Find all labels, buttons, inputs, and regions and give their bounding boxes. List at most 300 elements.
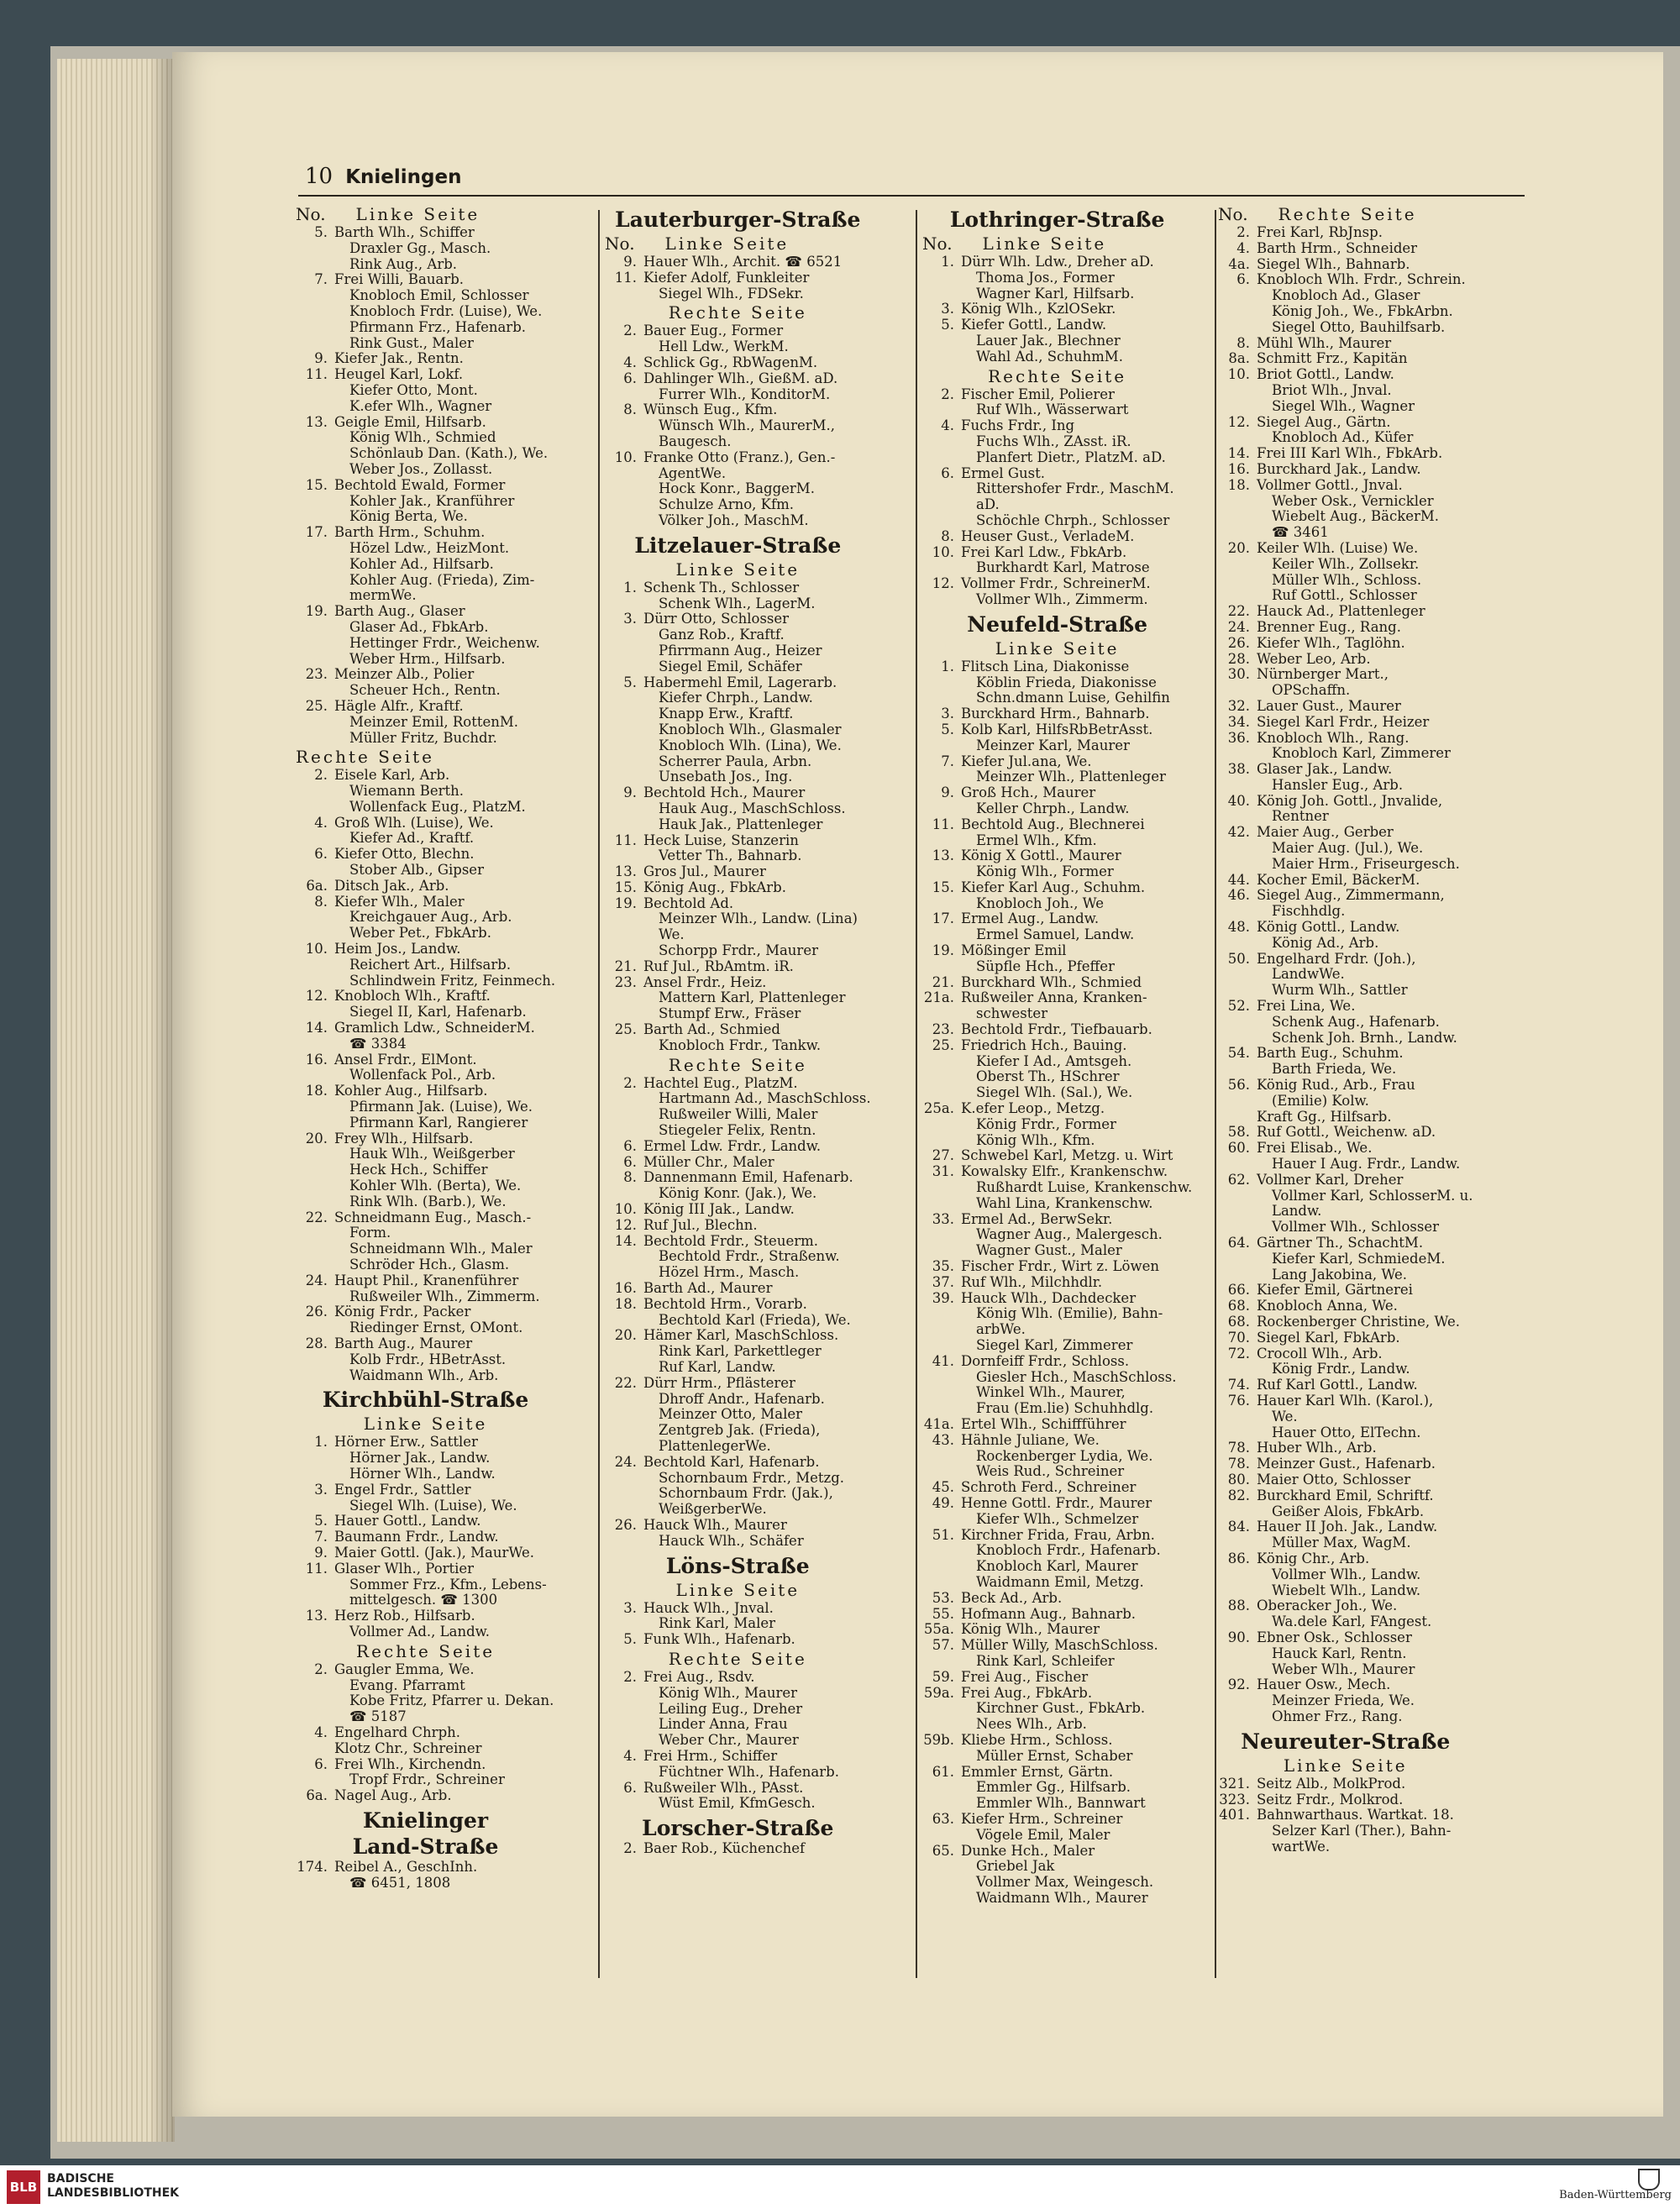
directory-entry bbox=[1218, 1519, 1473, 1551]
directory-entry bbox=[605, 1218, 871, 1234]
resident-line: König Aug., FbkArb. bbox=[643, 879, 786, 895]
directory-entry bbox=[1218, 652, 1473, 668]
directory-entry bbox=[605, 323, 871, 355]
resident-line: Siegel Emil, Schäfer bbox=[659, 658, 802, 674]
house-number: 24. bbox=[1227, 618, 1250, 635]
resident-line: Wagner Gust., Maler bbox=[976, 1242, 1122, 1259]
resident-line: Hauer Wlh., Archit. ☎ 6521 bbox=[643, 254, 843, 270]
resident-list bbox=[1257, 1440, 1377, 1456]
house-number: 57. bbox=[932, 1637, 954, 1654]
resident-line: Ruf Karl Gottl., Landw. bbox=[1257, 1377, 1418, 1393]
resident-line: Vollmer Wlh., Zimmerm. bbox=[976, 590, 1148, 607]
house-number: 28. bbox=[305, 1335, 328, 1351]
side-label bbox=[605, 1648, 871, 1670]
resident-list bbox=[643, 1781, 816, 1813]
house-number: 6. bbox=[314, 846, 328, 863]
directory-entry bbox=[922, 1765, 1192, 1812]
house-number: 11. bbox=[305, 366, 328, 383]
resident-line: ☎ 3461 bbox=[1272, 524, 1329, 541]
resident-list bbox=[1257, 636, 1405, 652]
house-number: 17. bbox=[305, 524, 328, 541]
resident-line: Kolb Frdr., HBetrAsst. bbox=[349, 1351, 507, 1367]
resident-line: Kreichgauer Aug., Arb. bbox=[349, 909, 512, 926]
resident-list bbox=[643, 254, 842, 270]
resident-list bbox=[961, 1354, 1177, 1417]
directory-entry bbox=[922, 1433, 1192, 1480]
resident-list bbox=[643, 975, 845, 1022]
resident-list bbox=[643, 1218, 758, 1234]
resident-line: Dunke Hch., Maler bbox=[961, 1842, 1095, 1859]
resident-line: Hämer Karl, MaschSchloss. bbox=[643, 1327, 839, 1344]
house-number: 18. bbox=[1227, 476, 1250, 493]
directory-entry bbox=[1218, 1393, 1473, 1440]
resident-list bbox=[1257, 1330, 1400, 1346]
resident-line: LandwWe. bbox=[1272, 966, 1345, 983]
resident-line: Siegel Wlh. (Sal.), We. bbox=[976, 1084, 1133, 1101]
house-number: 55a. bbox=[923, 1621, 954, 1638]
resident-list bbox=[961, 1417, 1126, 1433]
resident-list bbox=[1257, 1236, 1446, 1283]
resident-list bbox=[643, 1170, 853, 1202]
resident-list bbox=[643, 1455, 844, 1518]
resident-line: Maier Otto, Schlosser bbox=[1257, 1471, 1411, 1488]
directory-entry bbox=[922, 254, 1192, 302]
resident-line: Frei Karl Ldw., FbkArb. bbox=[961, 543, 1127, 560]
resident-line: (Emilie) Kolw. bbox=[1272, 1092, 1369, 1109]
resident-list bbox=[643, 880, 786, 896]
resident-line: Kiefer Chrph., Landw. bbox=[659, 690, 813, 706]
resident-line: Glaser Wlh., Portier bbox=[334, 1560, 475, 1577]
house-number: 24. bbox=[305, 1272, 328, 1288]
side-label-text: Linke Seite bbox=[664, 233, 790, 254]
house-number: 10. bbox=[614, 1201, 637, 1218]
resident-line: Frei III Karl Wlh., FbkArb. bbox=[1257, 445, 1443, 462]
header-rule bbox=[298, 195, 1525, 197]
resident-line: Schröder Hch., Glasm. bbox=[349, 1257, 510, 1272]
resident-line: Frei Aug., Fischer bbox=[961, 1668, 1089, 1685]
resident-list bbox=[961, 1733, 1132, 1765]
directory-entry bbox=[1218, 604, 1473, 620]
side-label bbox=[605, 1579, 871, 1601]
resident-line: Kiefer Karl Aug., Schuhm. bbox=[961, 879, 1146, 895]
resident-line: Knobloch Wlh., Rang. bbox=[1257, 729, 1410, 746]
resident-list bbox=[961, 1259, 1159, 1275]
resident-line: Hägle Alfr., Kraftf. bbox=[334, 697, 464, 714]
directory-entry bbox=[922, 302, 1192, 317]
house-number: 3. bbox=[314, 1481, 328, 1498]
resident-line: Siegel II, Karl, Hafenarb. bbox=[349, 1004, 527, 1021]
directory-entry bbox=[1218, 1488, 1473, 1520]
house-number: 4. bbox=[623, 354, 637, 370]
directory-entry bbox=[605, 1601, 871, 1633]
resident-line: Knobloch Anna, We. bbox=[1257, 1298, 1398, 1314]
running-header bbox=[305, 164, 461, 189]
resident-list bbox=[643, 833, 801, 865]
resident-list bbox=[643, 1155, 774, 1171]
resident-list bbox=[334, 816, 494, 847]
resident-list bbox=[1257, 351, 1407, 367]
resident-line: Baumann Frdr., Landw. bbox=[334, 1529, 499, 1545]
house-number: 26. bbox=[1227, 634, 1250, 651]
resident-list bbox=[1257, 1377, 1418, 1393]
directory-entry bbox=[296, 478, 555, 525]
directory-entry bbox=[605, 1376, 871, 1455]
resident-line: Schenk Aug., Hafenarb. bbox=[1272, 1013, 1440, 1030]
directory-entry bbox=[605, 270, 871, 302]
resident-line: Hauer II Joh. Jak., Landw. bbox=[1257, 1519, 1438, 1535]
house-number: 174. bbox=[297, 1858, 328, 1875]
resident-line: Meinzer Emil, RottenM. bbox=[349, 713, 519, 730]
house-number: 11. bbox=[305, 1560, 328, 1577]
directory-entry bbox=[922, 722, 1192, 754]
resident-line: Heuser Gust., VerladeM. bbox=[961, 527, 1135, 544]
directory-entry bbox=[296, 415, 555, 478]
resident-list bbox=[961, 1812, 1122, 1844]
resident-line: Barth Ad., Maurer bbox=[643, 1280, 773, 1297]
side-label bbox=[296, 1413, 555, 1435]
number-column-label: No. bbox=[605, 233, 635, 254]
resident-line: Wahl Ad., SchuhmM. bbox=[976, 348, 1123, 365]
resident-line: K.efer Wlh., Wagner bbox=[349, 397, 492, 414]
resident-line: Barth Wlh., Schiffer bbox=[334, 224, 475, 240]
house-number: 3. bbox=[623, 1599, 637, 1616]
resident-line: Mühl Wlh., Maurer bbox=[1257, 334, 1392, 351]
directory-entry bbox=[1218, 351, 1473, 367]
resident-line: Knobloch Wlh., Kraftf. bbox=[334, 988, 491, 1005]
directory-entry bbox=[296, 1662, 555, 1725]
directory-entry bbox=[605, 864, 871, 880]
resident-line: Siegel Karl, Zimmerer bbox=[976, 1337, 1133, 1353]
directory-entry bbox=[605, 611, 871, 674]
resident-list bbox=[1257, 1519, 1437, 1551]
resident-line: Ganz Rob., Kraftf. bbox=[659, 627, 785, 643]
resident-line: Bechtold Aug., Blechnerei bbox=[961, 816, 1145, 832]
directory-entry bbox=[1218, 888, 1473, 920]
resident-line: Riedinger Ernst, OMont. bbox=[349, 1320, 523, 1336]
directory-entry bbox=[296, 847, 555, 879]
resident-line: Vetter Th., Bahnarb. bbox=[659, 847, 802, 864]
directory-entry bbox=[1218, 1078, 1473, 1110]
resident-line: Wagner Aug., Malergesch. bbox=[976, 1226, 1163, 1243]
resident-list bbox=[1257, 604, 1425, 620]
resident-list bbox=[1257, 1551, 1420, 1598]
resident-line: Pfirmann Jak. (Luise), We. bbox=[349, 1099, 533, 1115]
house-number: 1. bbox=[314, 1434, 328, 1451]
resident-line: Meinzer Frieda, We. bbox=[1272, 1692, 1415, 1709]
resident-line: Ditsch Jak., Arb. bbox=[334, 877, 449, 894]
street-heading: Lorscher-Straße bbox=[642, 1816, 834, 1841]
resident-line: Rentner bbox=[1272, 808, 1329, 825]
resident-line: Wüst Emil, KfmGesch. bbox=[659, 1795, 816, 1812]
house-number: 22. bbox=[305, 1209, 328, 1225]
directory-entry bbox=[922, 317, 1192, 365]
directory-entry bbox=[1218, 952, 1473, 999]
resident-line: Oberst Th., HSchrer bbox=[976, 1068, 1120, 1085]
directory-entry bbox=[1218, 1440, 1473, 1456]
resident-line: Bechtold Frdr., Steuerm. bbox=[643, 1232, 818, 1249]
side-label-text: Linke Seite bbox=[355, 204, 480, 224]
house-number: 38. bbox=[1227, 761, 1250, 778]
resident-list bbox=[961, 1591, 1062, 1607]
resident-line: König Gottl., Landw. bbox=[1257, 919, 1400, 936]
resident-line: Weber Osk., Vernickler bbox=[1272, 492, 1434, 509]
house-number: 61. bbox=[932, 1763, 954, 1780]
directory-entry bbox=[922, 1528, 1192, 1591]
resident-line: Frei Aug., Rsdv. bbox=[643, 1668, 755, 1685]
resident-line: Knobloch Wlh. (Lina), We. bbox=[659, 737, 842, 753]
resident-list bbox=[643, 1022, 821, 1054]
resident-list bbox=[334, 1021, 535, 1052]
resident-line: Flitsch Lina, Diakonisse bbox=[961, 658, 1130, 674]
resident-line: Meinzer Alb., Polier bbox=[334, 666, 475, 683]
resident-list bbox=[334, 1545, 534, 1561]
directory-entry bbox=[296, 667, 555, 699]
resident-line: Schneidmann Wlh., Maler bbox=[349, 1241, 533, 1257]
house-number: 22. bbox=[614, 1374, 637, 1391]
house-number: 5. bbox=[941, 721, 954, 737]
resident-line: Waidmann Emil, Metzg. bbox=[976, 1573, 1144, 1590]
footer-bar bbox=[0, 2165, 1680, 2209]
side-label-text: Linke Seite bbox=[1283, 1755, 1408, 1776]
resident-line: Siegel Otto, Bauhilfsarb. bbox=[1272, 318, 1446, 335]
resident-list bbox=[643, 864, 766, 880]
resident-line: Müller Willy, MaschSchloss. bbox=[961, 1637, 1158, 1654]
directory-entry bbox=[922, 1038, 1192, 1101]
house-number: 18. bbox=[614, 1295, 637, 1312]
resident-list bbox=[334, 604, 540, 667]
house-number: 4. bbox=[623, 1747, 637, 1764]
resident-list bbox=[643, 675, 842, 786]
side-label bbox=[296, 1640, 555, 1662]
house-number: 56. bbox=[1227, 1077, 1250, 1094]
house-number: 86. bbox=[1227, 1550, 1250, 1566]
resident-line: Nagel Aug., Arb. bbox=[334, 1787, 452, 1804]
resident-line: Kiefer I Ad., Amtsgeh. bbox=[976, 1052, 1132, 1069]
house-number: 6a. bbox=[306, 1787, 328, 1804]
resident-list bbox=[961, 1101, 1116, 1148]
resident-list bbox=[961, 317, 1123, 365]
house-number: 14. bbox=[614, 1232, 637, 1249]
resident-line: Engel Frdr., Sattler bbox=[334, 1481, 471, 1498]
resident-line: Nürnberger Mart., bbox=[1257, 666, 1389, 683]
house-number: 78. bbox=[1227, 1440, 1250, 1456]
resident-line: Knobloch Frdr. (Luise), We. bbox=[349, 302, 543, 319]
resident-line: Habermehl Emil, Lagerarb. bbox=[643, 674, 837, 690]
house-number: 35. bbox=[932, 1258, 954, 1275]
house-number: 78. bbox=[1227, 1456, 1250, 1472]
side-label-text: Rechte Seite bbox=[296, 747, 435, 768]
resident-line: Groß Hch., Maurer bbox=[961, 784, 1096, 801]
resident-line: Evang. Pfarramt bbox=[349, 1676, 465, 1693]
resident-line: Reibel A., GeschInh. bbox=[334, 1858, 478, 1875]
resident-line: Winkel Wlh., Maurer, bbox=[976, 1384, 1126, 1401]
house-number: 14. bbox=[305, 1020, 328, 1036]
resident-line: Rockenberger Christine, We. bbox=[1257, 1313, 1460, 1330]
resident-line: Burckhard Hrm., Bahnarb. bbox=[961, 706, 1150, 722]
house-number: 12. bbox=[932, 575, 954, 592]
resident-line: Emmler Gg., Hilfsarb. bbox=[976, 1779, 1131, 1796]
resident-line: Fischer Emil, Polierer bbox=[961, 386, 1115, 402]
directory-entry bbox=[1218, 794, 1473, 826]
resident-line: Pfirrmann Aug., Heizer bbox=[659, 642, 822, 659]
side-label-text: Linke Seite bbox=[995, 638, 1120, 659]
directory-entry bbox=[296, 1021, 555, 1052]
resident-line: König Chr., Arb. bbox=[1257, 1550, 1370, 1566]
resident-line: Frei Karl, RbJnsp. bbox=[1257, 224, 1383, 240]
resident-line: Rußweiler Wlh., Zimmerm. bbox=[349, 1288, 540, 1304]
resident-line: Glaser Jak., Landw. bbox=[1257, 761, 1393, 778]
resident-list bbox=[643, 323, 789, 355]
house-number: 15. bbox=[932, 879, 954, 895]
house-number: 19. bbox=[305, 603, 328, 620]
directory-entry bbox=[922, 1496, 1192, 1528]
directory-entry bbox=[1218, 1125, 1473, 1141]
house-number bbox=[1218, 1110, 1257, 1125]
resident-line: Seitz Frdr., Molkrod. bbox=[1257, 1791, 1404, 1808]
resident-line: Maier Aug., Gerber bbox=[1257, 824, 1394, 841]
side-label-text: Rechte Seite bbox=[988, 365, 1127, 386]
resident-line: Wiebelt Wlh., Landw. bbox=[1272, 1582, 1421, 1598]
side-label-text: Linke Seite bbox=[675, 559, 801, 580]
directory-entry bbox=[296, 1084, 555, 1131]
directory-entry bbox=[1218, 478, 1473, 541]
house-number: 2. bbox=[1236, 224, 1250, 240]
resident-list bbox=[961, 990, 1147, 1022]
resident-line: Gaugler Emma, We. bbox=[334, 1661, 475, 1677]
house-number: 19. bbox=[614, 895, 637, 911]
resident-line: Hörner Jak., Landw. bbox=[349, 1450, 491, 1467]
resident-line: König Frdr., Landw. bbox=[1272, 1361, 1410, 1377]
number-column-label: No. bbox=[922, 233, 953, 254]
resident-line: Dürr Wlh. Ldw., Dreher aD. bbox=[961, 254, 1154, 270]
house-number: 16. bbox=[305, 1051, 328, 1068]
directory-entry bbox=[1218, 1110, 1473, 1125]
resident-list bbox=[334, 1435, 496, 1482]
directory-entry bbox=[605, 1749, 871, 1781]
resident-line: Schornbaum Frdr., Metzg. bbox=[659, 1469, 845, 1486]
resident-list bbox=[961, 785, 1130, 817]
directory-entry bbox=[605, 675, 871, 786]
directory-entry bbox=[605, 880, 871, 896]
resident-line: Kohler Wlh. (Berta), We. bbox=[349, 1178, 522, 1194]
side-label-text: Rechte Seite bbox=[668, 1054, 807, 1075]
resident-line: Kiefer Emil, Gärtnerei bbox=[1257, 1282, 1413, 1299]
directory-entry bbox=[296, 525, 555, 604]
resident-line: Vollmer Wlh., Schlosser bbox=[1272, 1219, 1439, 1236]
side-label bbox=[922, 638, 1192, 659]
resident-line: Engelhard Chrph. bbox=[334, 1724, 461, 1740]
resident-list bbox=[334, 1561, 547, 1608]
resident-list bbox=[1257, 478, 1439, 541]
resident-list bbox=[1257, 825, 1460, 872]
resident-list bbox=[334, 1273, 540, 1305]
resident-line: Vollmer Max, Weingesch. bbox=[976, 1874, 1154, 1891]
resident-line: Maier Aug. (Jul.), We. bbox=[1272, 840, 1424, 857]
resident-line: Müller Fritz, Buchdr. bbox=[349, 729, 497, 746]
resident-line: WeißgerberWe. bbox=[659, 1501, 767, 1518]
region-name: Baden-Württemberg bbox=[1559, 2189, 1672, 2201]
resident-list bbox=[1257, 272, 1466, 335]
resident-list bbox=[643, 1841, 805, 1857]
directory-entry bbox=[922, 545, 1192, 577]
house-number: 53. bbox=[932, 1589, 954, 1606]
directory-entry bbox=[922, 387, 1192, 419]
resident-list bbox=[961, 1496, 1152, 1528]
directory-entry bbox=[1218, 1046, 1473, 1078]
resident-line: Knobloch Joh., We bbox=[976, 895, 1105, 911]
resident-list bbox=[961, 1528, 1161, 1591]
side-label bbox=[296, 203, 555, 225]
resident-line: Keiler Wlh. (Luise) We. bbox=[1257, 539, 1419, 556]
resident-line: Frau (Em.lie) Schuhhdlg. bbox=[976, 1400, 1154, 1417]
house-number: 14. bbox=[1227, 445, 1250, 462]
house-number: 1. bbox=[941, 254, 954, 270]
side-label-text: Rechte Seite bbox=[668, 302, 807, 323]
house-number: 2. bbox=[623, 323, 637, 339]
resident-line: Hauk Aug., MaschSchloss. bbox=[659, 800, 846, 816]
directory-entry bbox=[605, 1670, 871, 1749]
directory-entry bbox=[605, 975, 871, 1022]
resident-list bbox=[643, 1328, 838, 1375]
side-label-text: Rechte Seite bbox=[356, 1640, 496, 1661]
directory-entry bbox=[1218, 462, 1473, 478]
resident-line: Barth Aug., Glaser bbox=[334, 603, 465, 620]
resident-line: Maier Gottl. (Jak.), MaurWe. bbox=[334, 1544, 534, 1561]
library-name-line2: LANDESBIBLIOTHEK bbox=[47, 2186, 180, 2200]
resident-list bbox=[643, 1234, 840, 1281]
directory-entry bbox=[296, 1530, 555, 1545]
directory-entry bbox=[605, 1455, 871, 1518]
resident-list bbox=[334, 1608, 490, 1640]
resident-line: Wurm Wlh., Sattler bbox=[1272, 982, 1408, 999]
resident-list bbox=[1257, 1283, 1413, 1299]
resident-list bbox=[334, 1210, 533, 1273]
resident-line: Ermel Ldw. Frdr., Landw. bbox=[643, 1137, 822, 1154]
house-number: 6. bbox=[314, 1755, 328, 1772]
resident-line: Wiemann Berth. bbox=[349, 783, 464, 800]
resident-list bbox=[334, 1741, 482, 1757]
resident-line: Burkhardt Karl, Matrose bbox=[976, 559, 1150, 576]
resident-line: König Wlh., Former bbox=[976, 863, 1114, 880]
resident-line: Bechtold Karl, Hafenarb. bbox=[643, 1453, 820, 1470]
resident-line: Schönlaub Dan. (Kath.), We. bbox=[349, 445, 549, 462]
house-number: 26. bbox=[305, 1304, 328, 1320]
resident-line: Kiefer Karl, SchmiedeM. bbox=[1272, 1250, 1446, 1267]
house-number: 6a. bbox=[306, 877, 328, 894]
resident-line: wartWe. bbox=[1272, 1838, 1331, 1855]
house-number: 9. bbox=[941, 784, 954, 801]
house-number: 7. bbox=[941, 753, 954, 769]
resident-list bbox=[334, 667, 501, 699]
resident-list bbox=[334, 272, 542, 351]
resident-line: Heck Hch., Schiffer bbox=[349, 1162, 488, 1178]
house-number: 90. bbox=[1227, 1629, 1250, 1645]
resident-line: Kohler Aug., Hilfsarb. bbox=[334, 1083, 488, 1099]
directory-entry bbox=[296, 895, 555, 942]
directory-entry bbox=[1218, 1299, 1473, 1314]
resident-list bbox=[643, 1749, 839, 1781]
resident-line: Müller Wlh., Schloss. bbox=[1272, 571, 1422, 588]
directory-entry bbox=[922, 529, 1192, 545]
resident-line: Hell Ldw., WerkM. bbox=[659, 338, 789, 355]
resident-line: Groß Wlh. (Luise), We. bbox=[334, 814, 494, 831]
resident-list bbox=[1257, 1630, 1415, 1677]
resident-line: Hörner Wlh., Landw. bbox=[349, 1465, 496, 1482]
resident-line: König Joh. Gottl., Jnvalide, bbox=[1257, 792, 1443, 809]
resident-line: Kiefer Wlh., Maler bbox=[334, 893, 465, 910]
directory-entry bbox=[296, 1482, 555, 1514]
house-number: 25. bbox=[932, 1036, 954, 1053]
